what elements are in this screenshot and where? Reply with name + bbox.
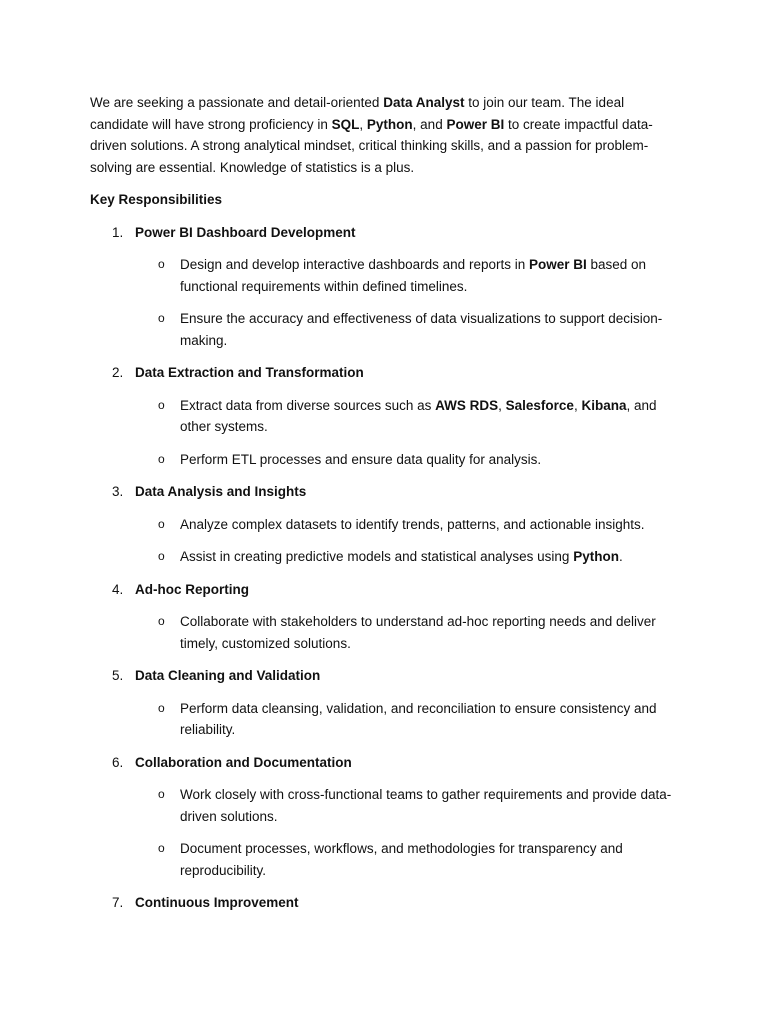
list-number: 3. [112, 484, 124, 499]
sub-text: Perform ETL processes and ensure data quality for analysis. [180, 451, 542, 467]
sub-bold: Python [573, 549, 619, 564]
responsibilities-list [90, 222, 680, 914]
sub-list [135, 514, 680, 568]
bullet-marker: o [158, 700, 165, 715]
sub-text: , [498, 397, 506, 413]
sub-item [135, 611, 680, 654]
sub-item [135, 514, 680, 536]
sub-list [135, 698, 680, 741]
intro-text: , [359, 116, 367, 132]
bullet-marker: o [158, 549, 165, 563]
bullet-marker: o [158, 311, 165, 325]
list-item [90, 665, 680, 741]
intro-text: We are seeking a passionate and detail-oriented [90, 95, 384, 110]
item-title: Collaboration and Documentation [135, 754, 352, 770]
item-title: Data Cleaning and Validation [135, 668, 321, 683]
bullet-marker: o [158, 451, 165, 466]
sub-text: Collaborate with stakeholders to understand ad-hoc reporting needs and deliver timely, customized solutions. [180, 614, 656, 651]
sub-text: . [618, 549, 623, 564]
sub-bold: Salesforce [505, 397, 574, 413]
sub-list [135, 784, 680, 881]
list-item [90, 362, 680, 470]
bullet-marker: o [158, 257, 165, 271]
sub-list [135, 254, 680, 351]
intro-text: , and [412, 116, 447, 132]
bullet-marker: o [158, 397, 165, 412]
sub-item [135, 254, 680, 297]
sub-text: based on functional requirements within defined timelines. [180, 257, 647, 294]
sub-text: Extract data from diverse sources such as [180, 397, 436, 413]
intro-role: Data Analyst [383, 95, 465, 110]
sub-text: Perform data cleansing, validation, and reconciliation to ensure consistency and reliability. [180, 700, 657, 737]
intro-skill-powerbi: Power BI [446, 116, 505, 132]
sub-text: Document processes, workflows, and methodologies for transparency and reproducibility. [180, 841, 623, 878]
list-number: 1. [112, 224, 124, 240]
sub-list [135, 611, 680, 654]
item-title: Continuous Improvement [135, 895, 299, 910]
sub-text: Assist in creating predictive models and statistical analyses using [180, 549, 574, 564]
sub-item [135, 395, 680, 438]
sub-item [135, 449, 680, 471]
list-item [90, 752, 680, 882]
sub-text: , and other systems. [180, 397, 657, 434]
sub-item [135, 838, 680, 881]
sub-bold: Power BI [528, 257, 587, 272]
sub-bold: AWS RDS [435, 397, 499, 413]
document-page [90, 92, 680, 925]
list-item [90, 892, 680, 914]
item-title: Power BI Dashboard Development [135, 224, 356, 240]
intro-text: to create impactful data-driven solutions. A strong analytical mindset, critical thinking skills, and a passion for problem-solving are essential. Knowledge of statistics is a plus. [90, 116, 653, 175]
bullet-marker: o [158, 841, 165, 855]
sub-text: Design and develop interactive dashboards and reports in [180, 257, 529, 272]
section-heading: Key Responsibilities [90, 192, 223, 207]
list-number: 4. [112, 581, 124, 597]
list-item [90, 481, 680, 568]
sub-item [135, 546, 680, 568]
bullet-marker: o [158, 516, 165, 531]
sub-text: Work closely with cross-functional teams to gather requirements and provide data-driven solutions. [180, 787, 672, 824]
list-number: 5. [112, 668, 124, 683]
intro-skill-sql: SQL [331, 116, 360, 132]
list-item [90, 222, 680, 352]
sub-bold: Kibana [581, 397, 627, 413]
item-title: Data Analysis and Insights [135, 484, 307, 499]
sub-item [135, 784, 680, 827]
list-number: 2. [112, 365, 124, 380]
bullet-marker: o [158, 787, 165, 801]
intro-text: to join our team. The ideal candidate will have strong proficiency in [90, 95, 625, 132]
sub-text: , [573, 397, 582, 413]
sub-text: Analyze complex datasets to identify trends, patterns, and actionable insights. [180, 516, 645, 532]
item-title: Data Extraction and Transformation [135, 365, 364, 380]
bullet-marker: o [158, 614, 165, 628]
sub-item [135, 308, 680, 351]
list-number: 6. [112, 754, 124, 770]
intro-paragraph [90, 92, 680, 178]
sub-list [135, 395, 680, 471]
list-item [90, 579, 680, 655]
intro-skill-python: Python [366, 116, 413, 132]
item-title: Ad-hoc Reporting [135, 581, 249, 597]
sub-text: Ensure the accuracy and effectiveness of data visualizations to support decision-making. [180, 311, 663, 348]
list-number: 7. [112, 895, 124, 910]
sub-item [135, 698, 680, 741]
